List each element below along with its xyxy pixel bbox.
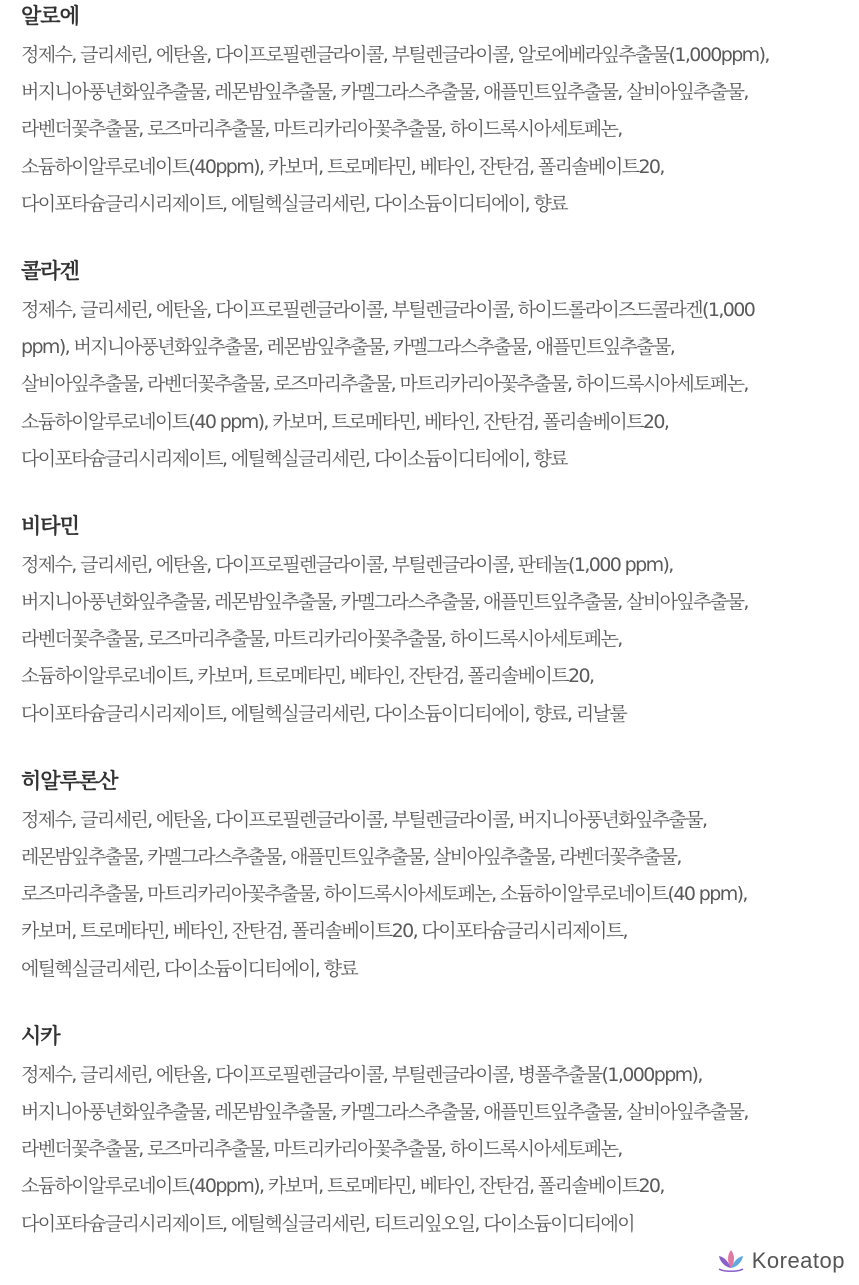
ingredient-line: 다이포타슘글리시리제이트, 에틸헥실글리세린, 다이소듐이디티에이, 향료 <box>21 192 568 215</box>
lotus-logo-icon <box>714 1247 748 1275</box>
ingredient-line: 레몬밤잎추출물, 카멜그라스추출물, 애플민트잎추출물, 살비아잎추출물, 라벤더꽃추출물, <box>21 846 681 868</box>
section-title: 시카 <box>21 1023 60 1048</box>
ingredient-section-hyaluronic-acid <box>21 767 851 988</box>
ingredient-line: 버지니아풍년화잎추출물, 레몬밤잎추출물, 카멜그라스추출물, 애플민트잎추출물, 살비아잎추출물, <box>21 591 748 614</box>
ingredient-line: 정제수, 글리세린, 에탄올, 다이프로필렌글라이콜, 부틸렌글라이콜, 알로에베라잎추출물(1,000ppm), <box>21 44 769 66</box>
ingredient-line: 정제수, 글리세린, 에탄올, 다이프로필렌글라이콜, 부틸렌글라이콜, 버지니아풍년화잎추출물, <box>21 808 707 831</box>
ingredient-line: 버지니아풍년화잎추출물, 레몬밤잎추출물, 카멜그라스추출물, 애플민트잎추출물, 살비아잎추출물, <box>21 1100 748 1123</box>
ingredient-line: 다이포타슘글리시리제이트, 에틸헥실글리세린, 티트리잎오일, 다이소듐이디티에이 <box>21 1212 635 1235</box>
ingredient-line: 카보머, 트로메타민, 베타인, 잔탄검, 폴리솔베이트20, 다이포타슘글리시리제이트, <box>21 920 627 943</box>
koreatop-watermark <box>710 1245 851 1277</box>
ingredient-line: 정제수, 글리세린, 에탄올, 다이프로필렌글라이콜, 부틸렌글라이콜, 하이드롤라이즈드콜라겐(1,000 <box>21 298 755 321</box>
ingredient-line: ppm), 버지니아풍년화잎추출물, 레몬밤잎추출물, 카멜그라스추출물, 애플민트잎추출물, <box>21 336 675 359</box>
ingredient-line: 소듐하이알루로네이트(40 ppm), 카보머, 트로메타민, 베타인, 잔탄검, 폴리솔베이트20, <box>21 410 669 433</box>
ingredient-line: 소듐하이알루로네이트(40ppm), 카보머, 트로메타민, 베타인, 잔탄검, 폴리솔베이트20, <box>21 155 664 178</box>
ingredient-line: 로즈마리추출물, 마트리카리아꽃추출물, 하이드록시아세토페논, 소듐하이알루로네이트(40 ppm), <box>21 883 747 906</box>
ingredient-line: 라벤더꽃추출물, 로즈마리추출물, 마트리카리아꽃추출물, 하이드록시아세토페논, <box>21 1138 622 1161</box>
ingredient-section-aloe <box>21 2 851 223</box>
ingredient-line: 에틸헥실글리세린, 다이소듐이디티에이, 향료 <box>21 957 358 980</box>
ingredient-line: 정제수, 글리세린, 에탄올, 다이프로필렌글라이콜, 부틸렌글라이콜, 판테놀(1,000 ppm), <box>21 553 673 576</box>
section-title: 알로에 <box>21 4 79 28</box>
ingredient-line: 버지니아풍년화잎추출물, 레몬밤잎추출물, 카멜그라스추출물, 애플민트잎추출물, 살비아잎추출물, <box>21 81 748 104</box>
ingredient-line: 라벤더꽃추출물, 로즈마리추출물, 마트리카리아꽃추출물, 하이드록시아세토페논, <box>21 628 622 651</box>
ingredient-section-cica <box>21 1022 851 1243</box>
ingredient-line: 라벤더꽃추출물, 로즈마리추출물, 마트리카리아꽃추출물, 하이드록시아세토페논, <box>21 118 622 141</box>
section-title: 비타민 <box>21 513 79 538</box>
ingredients-document <box>21 2 851 1277</box>
ingredient-section-vitamin <box>21 512 851 733</box>
section-title: 콜라겐 <box>21 258 79 283</box>
section-title: 히알루론산 <box>21 768 118 793</box>
ingredient-line: 다이포타슘글리시리제이트, 에틸헥실글리세린, 다이소듐이디티에이, 향료 <box>21 447 568 470</box>
ingredient-line: 다이포타슘글리시리제이트, 에틸헥실글리세린, 다이소듐이디티에이, 향료, 리날룰 <box>21 702 627 725</box>
ingredient-line: 소듐하이알루로네이트, 카보머, 트로메타민, 베타인, 잔탄검, 폴리솔베이트20, <box>21 665 594 688</box>
ingredient-section-collagen <box>21 257 851 478</box>
ingredient-line: 소듐하이알루로네이트(40ppm), 카보머, 트로메타민, 베타인, 잔탄검, 폴리솔베이트20, <box>21 1175 664 1198</box>
ingredient-line: 정제수, 글리세린, 에탄올, 다이프로필렌글라이콜, 부틸렌글라이콜, 병풀추출물(1,000ppm), <box>21 1063 702 1086</box>
watermark-text: Koreatop <box>751 1248 845 1273</box>
ingredient-line: 살비아잎추출물, 라벤더꽃추출물, 로즈마리추출물, 마트리카리아꽃추출물, 하이드록시아세토페논, <box>21 373 748 396</box>
